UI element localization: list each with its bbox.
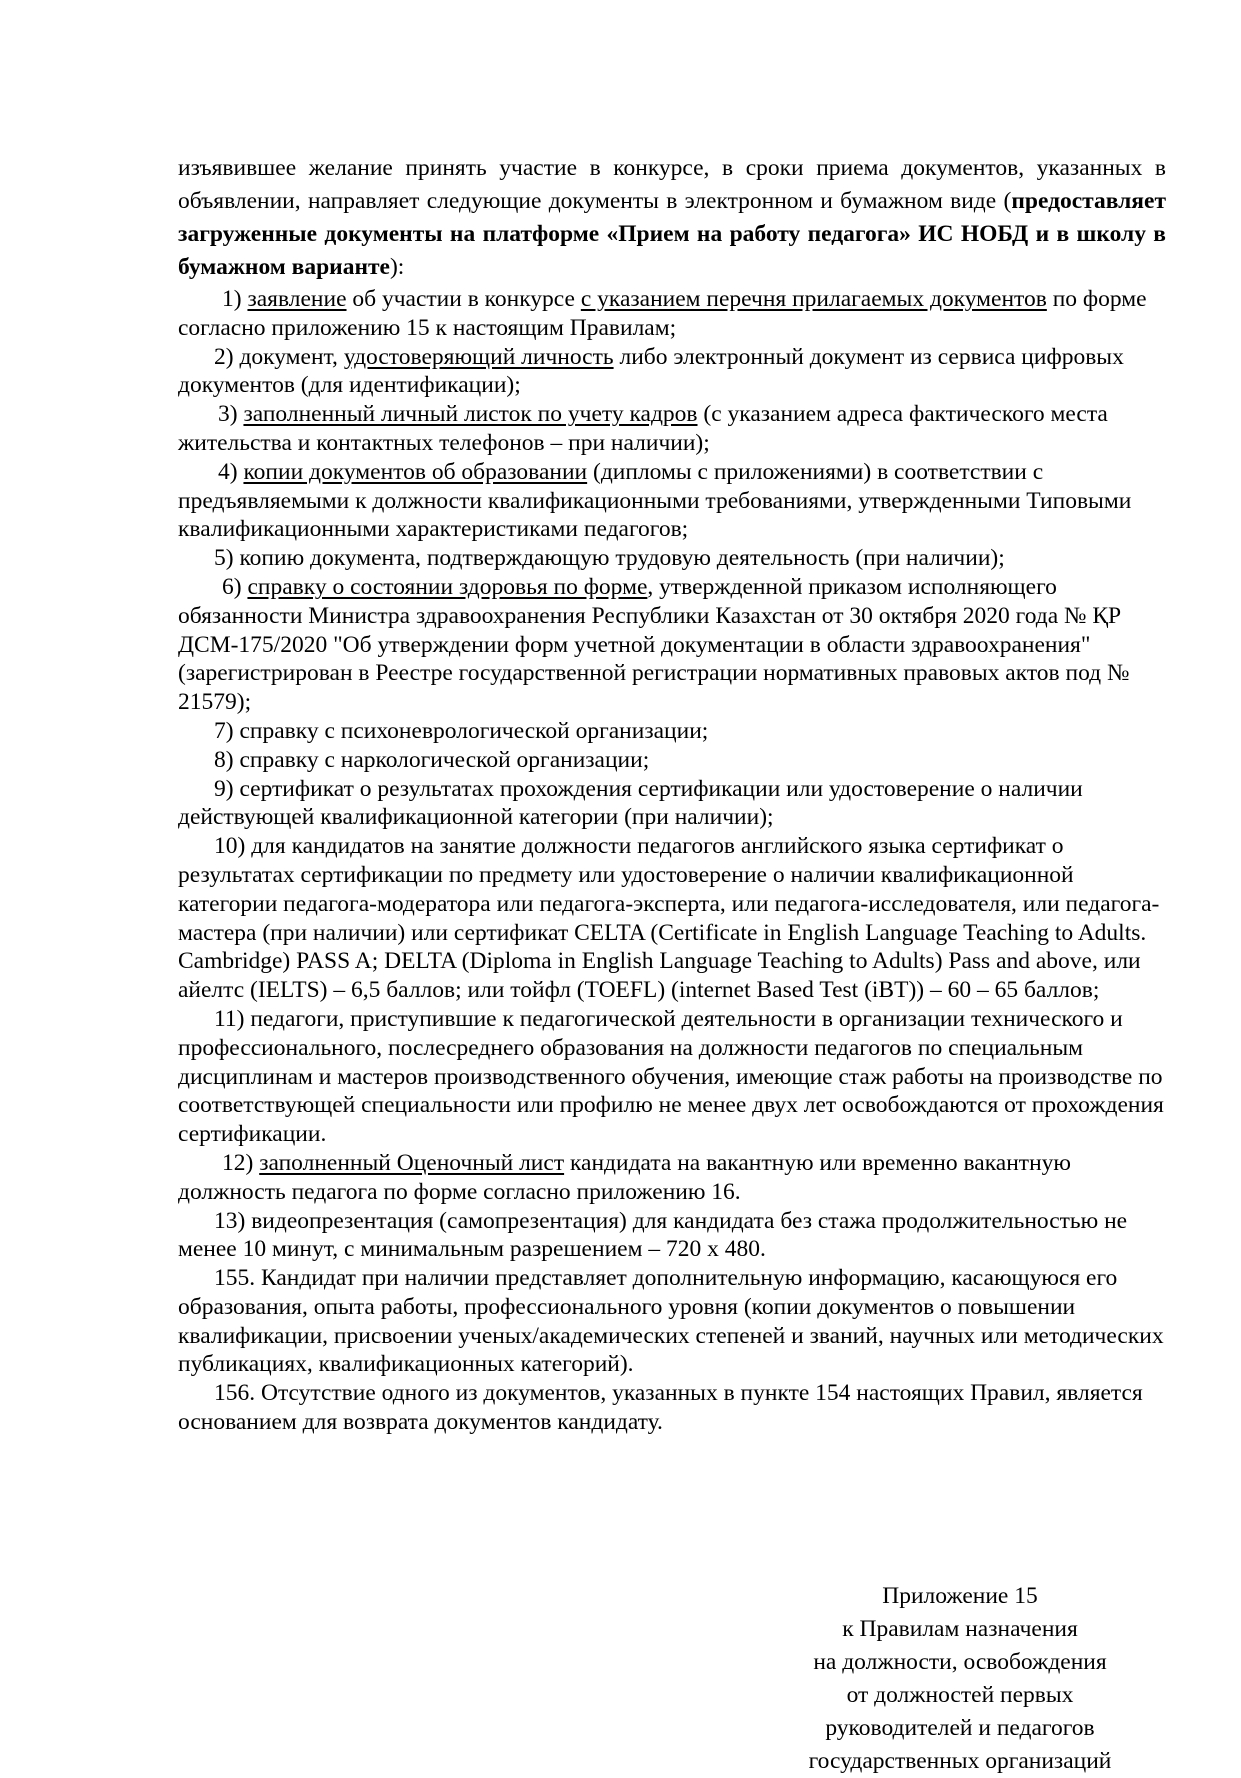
list-item-9 (178, 775, 1166, 833)
item-6-text: , утвержденной приказом исполняющего обязанности Министра здравоохранения Республики Казахстан от 30 октября 2020 года № ҚР ДСМ-175/2020 "Об утверждении форм учетной документации в области здравоохранения" (зарегистрирован в Реестре государственной регистрации нормативных правовых актов под № 21579); (178, 573, 1130, 716)
appendix-line-1: Приложение 15 (882, 1583, 1038, 1609)
appendix-line-5: руководителей и педагогов (825, 1715, 1095, 1741)
paragraph-155-text: 155. Кандидат при наличии представляет дополнительную информацию, касающуюся его образования, опыта работы, профессионального уровня (копии документов о повышении квалификации, присвоении ученых/академических степеней и званий, научных или методических публикациях, квалификационных категорий). (178, 1265, 1164, 1378)
paragraph-155 (178, 1264, 1166, 1379)
paragraph-156-text: 156. Отсутствие одного из документов, указанных в пункте 154 настоящих Правил, является основанием для возврата документов кандидату. (178, 1380, 1143, 1436)
item-6-underlined-health-certificate: справку о состоянии здоровья по форме (247, 573, 648, 600)
item-12-number: 12) (222, 1149, 260, 1176)
item-8-text: 8) справку с наркологической организации; (214, 746, 650, 773)
list-item-13 (178, 1207, 1166, 1265)
list-item-5 (178, 544, 1166, 573)
item-1-text: об участии в конкурсе (346, 286, 581, 312)
appendix-line-6: государственных организаций (808, 1748, 1112, 1774)
item-1-text-end: по форме согласно приложению 15 к настоящим Правилам; (178, 286, 1147, 341)
item-1-underlined-application: заявление (247, 286, 347, 312)
item-10-text: 10) для кандидатов на занятие должности педагогов английского языка сертификат о результатах сертификации по предмету или удостоверение о наличии квалификационной категории педагога-модератора или педагога-эксперта, или педагога-исследователя, или педагога-мастера (при наличии) или сертификат CELTA (Certificate in English Language Teaching to Adults. Cambridge) PASS A; DELTA (Diploma in English Language Teaching to Adults) Pass and above, или айелтс (IELTS) – 6,5 баллов; или тойфл (TOEFL) (internet Based Test (iBT)) – 60 – 65 баллов; (178, 833, 1160, 1004)
item-4-number: 4) (218, 458, 244, 485)
item-6-number: 6) (222, 573, 248, 600)
list-item-10 (178, 832, 1166, 1005)
intro-text-bold: предоставляет загруженные документы на платформе «Прием на работу педагога» ИС НОБД и в школу в бумажном варианте (178, 188, 1166, 280)
list-item-2 (178, 343, 1166, 401)
list-item-12 (178, 1149, 1166, 1207)
item-3-text: (с указанием адреса фактического места жительства и контактных телефонов – при наличии); (178, 401, 1108, 456)
item-2-number: 2) документ, (214, 343, 344, 370)
item-2-text: либо электронный документ из сервиса цифровых документов (для идентификации); (178, 343, 1124, 399)
list-item-3 (178, 400, 1166, 458)
item-1-number: 1) (222, 286, 248, 312)
document-list (178, 285, 1166, 1437)
item-7-text: 7) справку с психоневрологической организации; (214, 717, 709, 744)
item-11-text: 11) педагоги, приступившие к педагогической деятельности в организации технического и профессионального, послесреднего образования на должности педагогов по специальным дисциплинам и мастеров производственного обучения, имеющие стаж работы на производстве по соответствующей специальности или профилю не менее двух лет освобождаются от прохождения сертификации. (178, 1005, 1164, 1148)
item-3-underlined-personnel-sheet: заполненный личный листок по учету кадров (243, 401, 698, 428)
item-12-text: кандидата на вакантную или временно вакантную должность педагога по форме согласно приложению 16. (178, 1149, 1071, 1205)
item-9-text: 9) сертификат о результатах прохождения сертификации или удостоверение о наличии действующей квалификационной категории (при наличии); (178, 775, 1083, 831)
appendix-header (780, 1580, 1140, 1778)
appendix-line-4: от должностей первых (846, 1682, 1074, 1708)
item-4-text: (дипломы с приложениями) в соответствии с предъявляемыми к должности квалификационными требованиями, утвержденными Типовыми квалификационными характеристиками педагогов; (178, 458, 1132, 543)
list-item-1 (178, 285, 1166, 343)
appendix-line-3: на должности, освобождения (813, 1649, 1107, 1675)
item-12-underlined-evaluation-sheet: заполненный Оценочный лист (259, 1149, 565, 1176)
item-4-underlined-education-copies: копии документов об образовании (243, 458, 588, 485)
item-5-text: 5) копию документа, подтверждающую трудовую деятельность (при наличии); (214, 545, 1005, 572)
intro-text-end: ): (389, 254, 405, 280)
list-item-8 (178, 746, 1166, 775)
list-item-6 (178, 573, 1166, 717)
item-3-number: 3) (218, 401, 244, 428)
intro-text-start: изъявившее желание принять участие в конкурсе, в сроки приема документов, указанных в объявлении, направляет следующие документы в электронном и бумажном виде ( (178, 155, 1166, 214)
list-item-4 (178, 458, 1166, 544)
list-item-7 (178, 717, 1166, 746)
item-2-underlined-identity: удостоверяющий личность (343, 343, 614, 370)
appendix-line-2: к Правилам назначения (842, 1616, 1078, 1642)
item-1-underlined-list: с указанием перечня прилагаемых документов (580, 286, 1047, 312)
item-13-text: 13) видеопрезентация (самопрезентация) для кандидата без стажа продолжительностью не менее 10 минут, с минимальным разрешением – 720 x 480. (178, 1207, 1128, 1263)
intro-paragraph (178, 152, 1166, 284)
list-item-11 (178, 1005, 1166, 1149)
paragraph-156 (178, 1379, 1166, 1437)
